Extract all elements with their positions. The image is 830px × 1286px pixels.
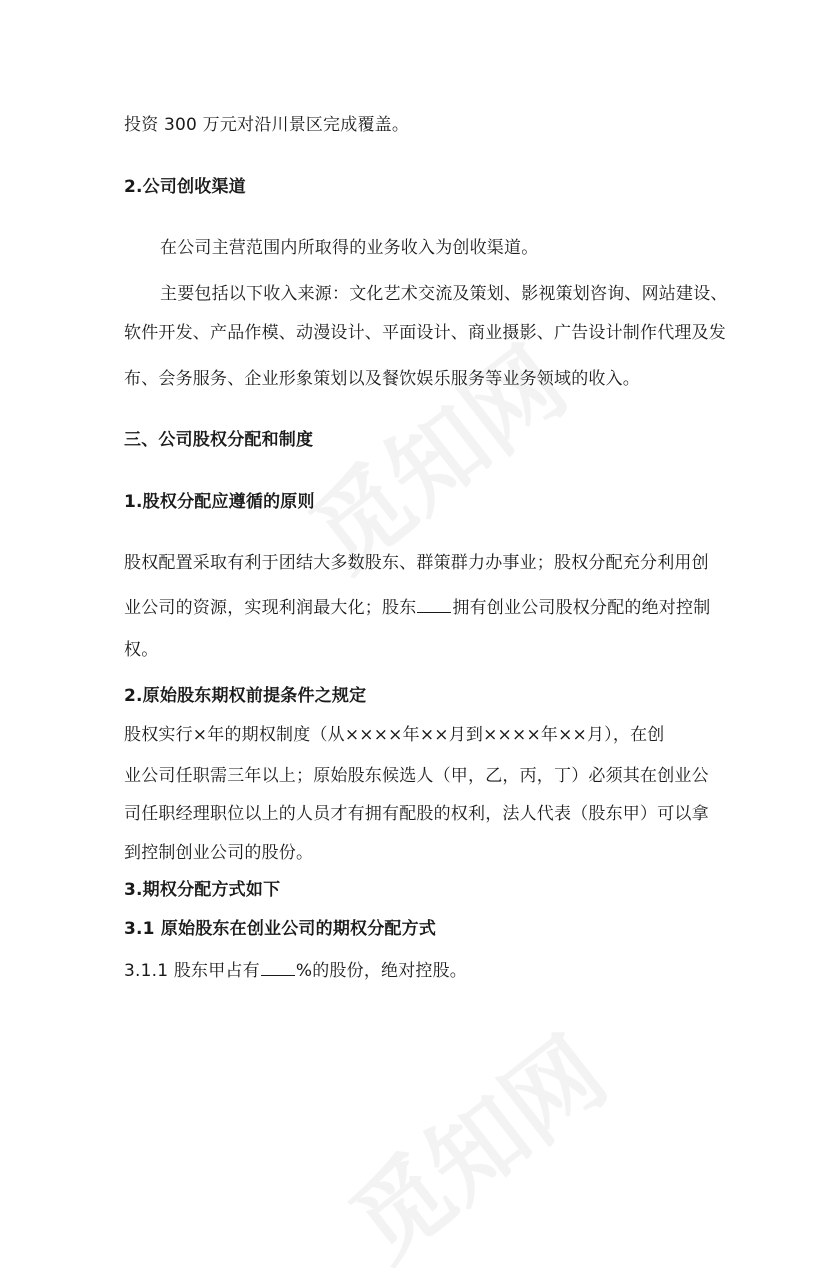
paragraph-line: 股权实行×年的期权制度（从××××年××月到××××年××月），在创 [124, 725, 665, 745]
paragraph-line [124, 597, 710, 618]
watermark-bottom [318, 1001, 629, 1286]
paragraph-line: 司任职经理职位以上的人员才有拥有配股的权利，法人代表（股东甲）可以拿 [124, 804, 709, 824]
heading-principles: 1.股权分配应遵循的原则 [124, 492, 315, 512]
paragraph-line: 主要包括以下收入来源：文化艺术交流及策划、影视策划咨询、网站建设、 [160, 284, 728, 304]
paragraph-line: 股权配置采取有利于团结大多数股东、群策群力办事业；股权分配充分利用创 [124, 553, 709, 573]
paragraph-line: 业公司任职需三年以上；原始股东候选人（甲，乙，丙，丁）必须其在创业公 [124, 766, 709, 786]
paragraph-line: 布、会务服务、企业形象策划以及餐饮娱乐服务等业务领域的收入。 [124, 369, 640, 389]
heading-distribution: 3.期权分配方式如下 [124, 880, 281, 900]
heading-revenue-channels: 2.公司创收渠道 [124, 177, 246, 197]
text-segment: 业公司的资源，实现利润最大化；股东 [124, 598, 417, 618]
text-segment: %的股份，绝对控股。 [295, 961, 468, 981]
text-segment: 3.1.1 股东甲占有 [124, 961, 260, 981]
paragraph-line: 在公司主营范围内所取得的业务收入为创收渠道。 [160, 238, 539, 258]
heading-section-3: 三、公司股权分配和制度 [124, 430, 314, 450]
paragraph-line: 到控制创业公司的股份。 [124, 843, 314, 863]
paragraph-line [124, 960, 467, 981]
paragraph-line: 软件开发、产品作模、动漫设计、平面设计、商业摄影、广告设计制作代理及发 [124, 323, 726, 343]
fill-in-blank [261, 960, 295, 976]
paragraph-line: 权。 [124, 640, 159, 660]
heading-option-rules: 2.原始股东期权前提条件之规定 [124, 686, 367, 706]
paragraph-line: 投资 300 万元对沿川景区完成覆盖。 [124, 115, 410, 135]
text-segment: 拥有创业公司股权分配的绝对控制 [452, 598, 711, 618]
heading-distribution-3-1: 3.1 原始股东在创业公司的期权分配方式 [124, 919, 437, 939]
fill-in-blank [417, 597, 451, 613]
